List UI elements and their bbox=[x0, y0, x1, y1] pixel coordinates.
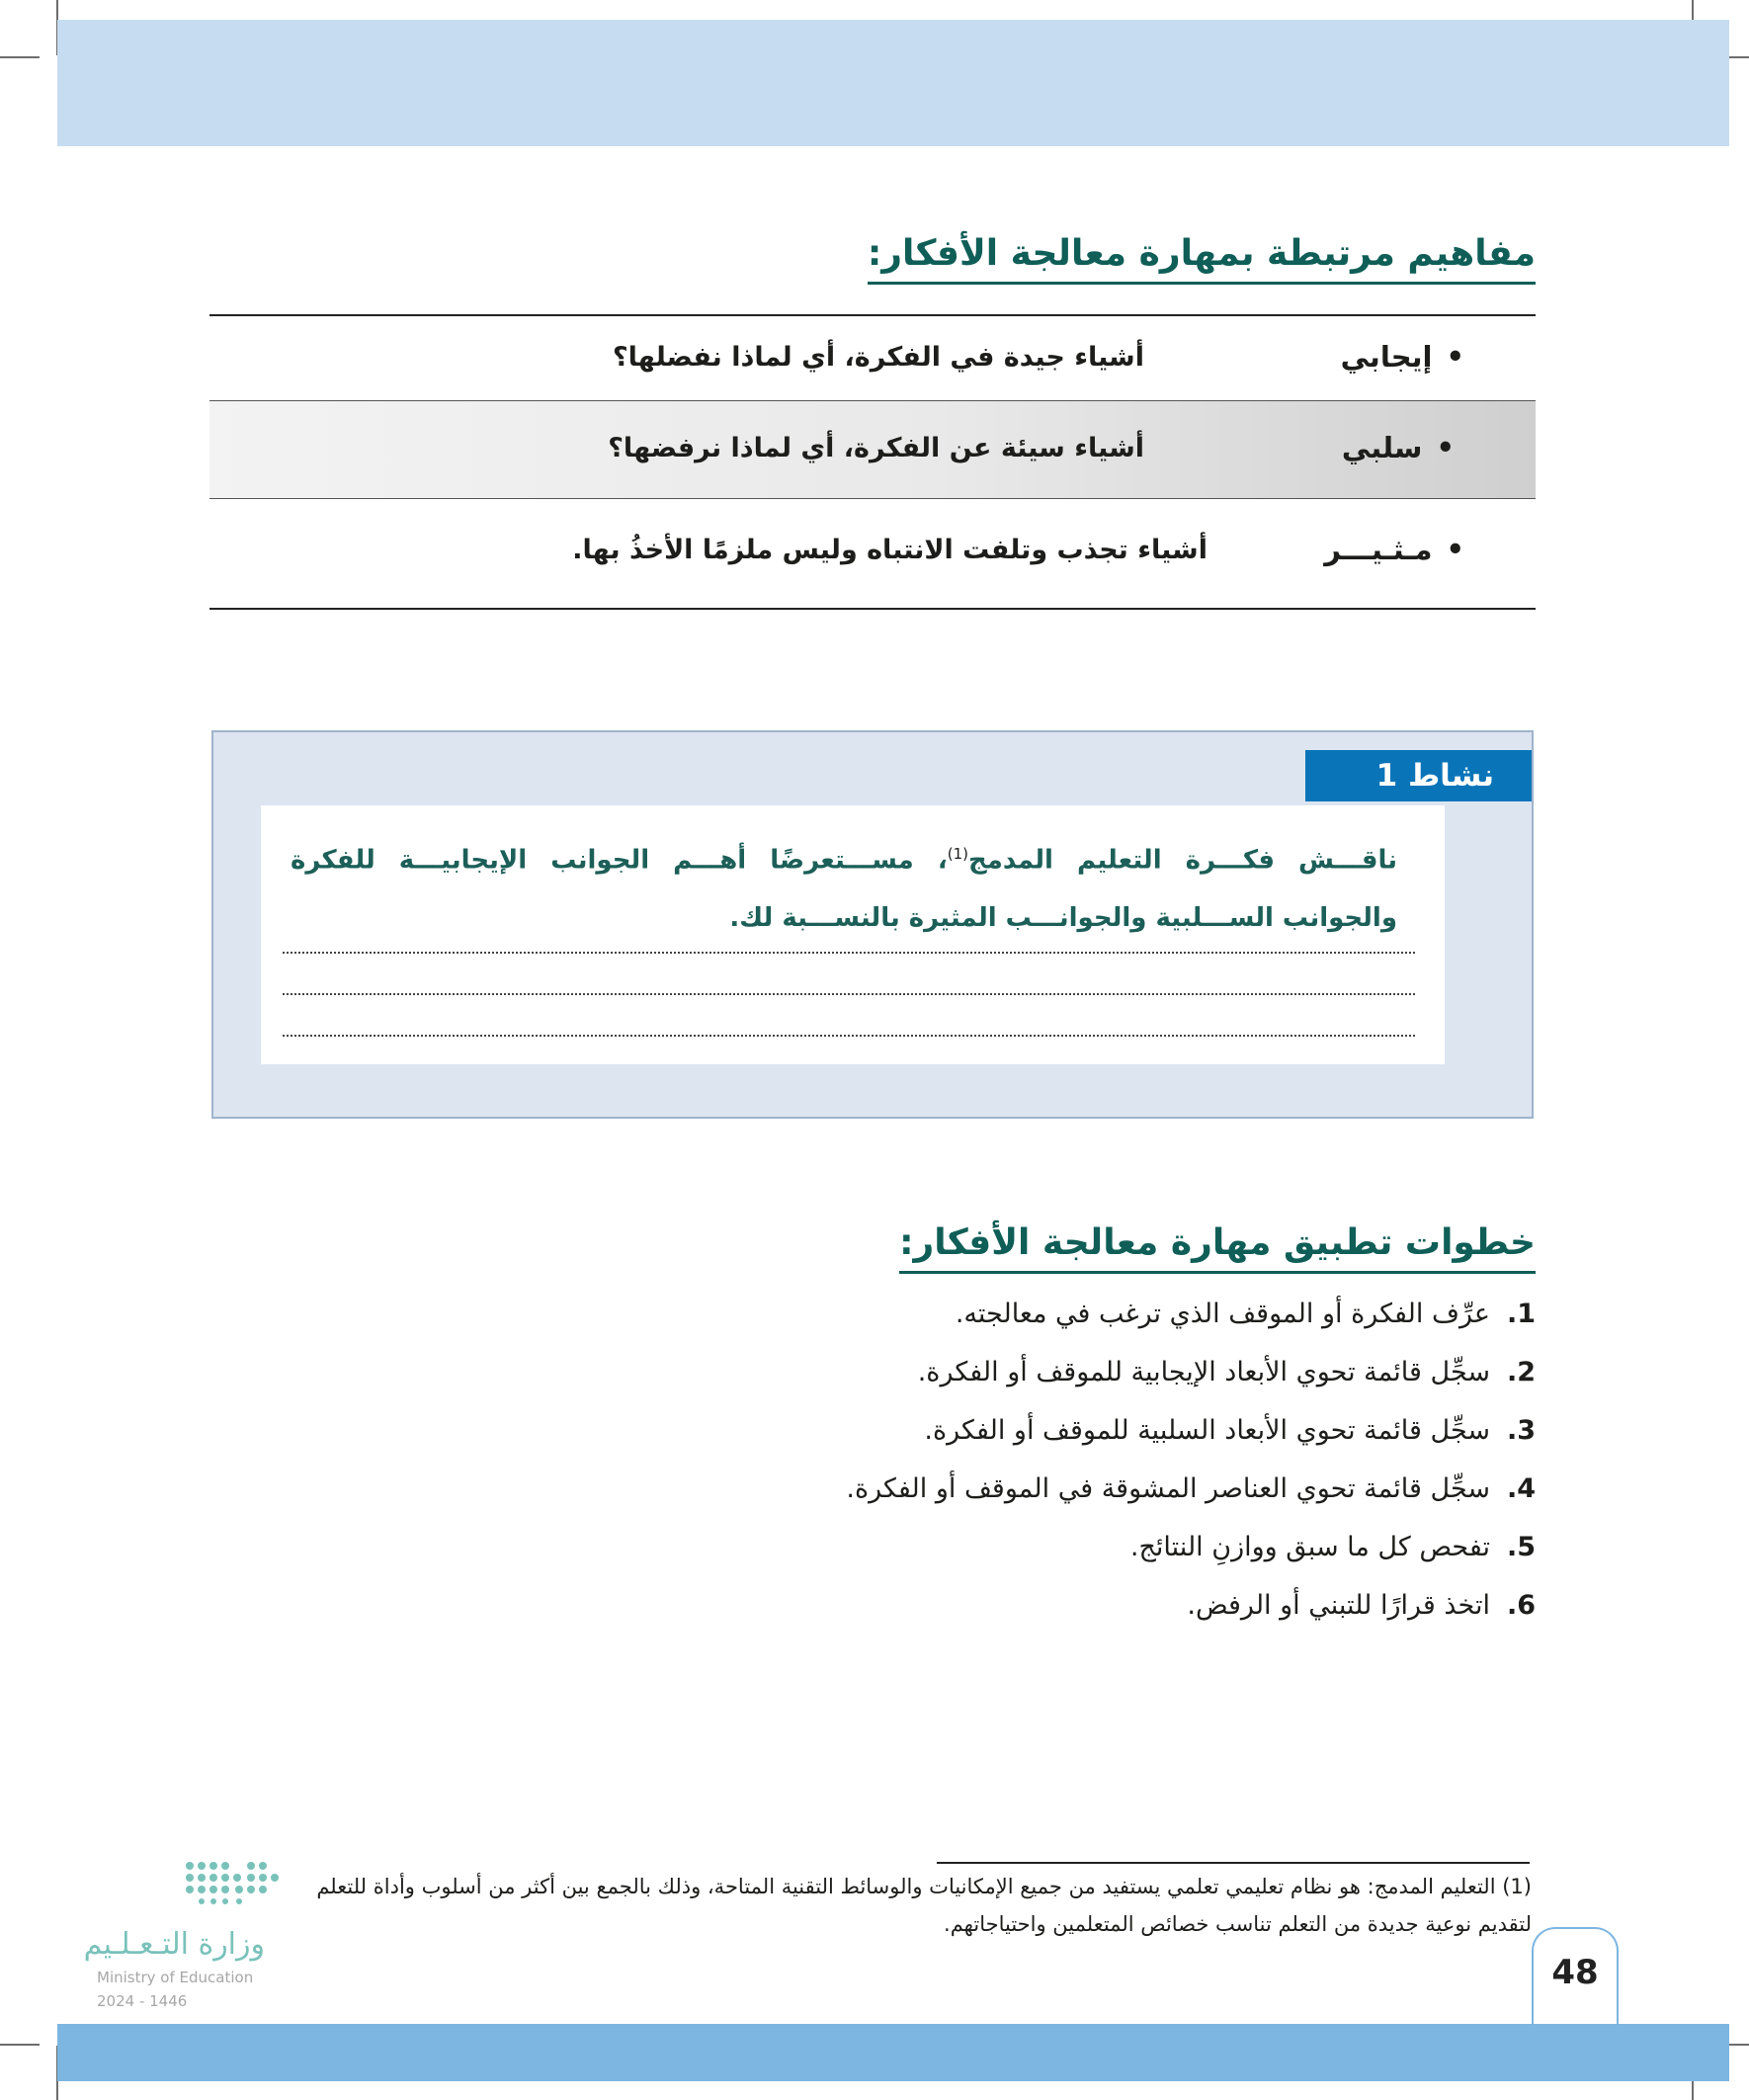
step-text: سجِّل قائمة تحوي الأبعاد الإيجابية للموقف أو الفكرة. bbox=[917, 1357, 1490, 1387]
step-text: اتخذ قرارًا للتبني أو الرفض. bbox=[1187, 1590, 1490, 1621]
concept-definition: أشياء سيئة عن الفكرة، أي لماذا نرفضها؟ bbox=[608, 433, 1144, 463]
ministry-logo bbox=[83, 1858, 294, 2016]
step-number: 6. bbox=[1506, 1590, 1536, 1621]
steps-list bbox=[547, 1285, 1536, 1635]
header-band bbox=[57, 20, 1729, 146]
bullet-icon: • bbox=[1446, 533, 1464, 566]
list-item bbox=[547, 1518, 1536, 1576]
answer-line[interactable] bbox=[283, 952, 1415, 954]
bullet-icon: • bbox=[1446, 340, 1464, 374]
footnote bbox=[168, 1868, 1532, 1943]
concept-row bbox=[209, 401, 1536, 499]
step-text: عرِّف الفكرة أو الموقف الذي ترغب في معالجته. bbox=[955, 1299, 1490, 1329]
list-item bbox=[547, 1576, 1536, 1635]
logo-arabic-name: وزارة التـعـلـيم bbox=[83, 1927, 265, 1962]
concept-definition: أشياء تجذب وتلفت الانتباه وليس ملزمًا الأخذُ بها. bbox=[572, 535, 1208, 565]
answer-line[interactable] bbox=[283, 993, 1415, 995]
footnote-ref: (1) bbox=[947, 845, 968, 863]
step-text: تفحص كل ما سبق ووازنِ النتائج. bbox=[1129, 1532, 1490, 1562]
bullet-icon: • bbox=[1436, 431, 1455, 464]
concept-row bbox=[209, 316, 1536, 401]
footnote-line: لتقديم نوعية جديدة من التعلم تناسب خصائص المتعلمين واحتياجاتهم. bbox=[944, 1912, 1532, 1936]
concept-row bbox=[209, 499, 1536, 608]
activity-answer-area bbox=[261, 805, 1445, 1064]
step-number: 2. bbox=[1506, 1357, 1536, 1387]
list-item bbox=[547, 1460, 1536, 1518]
logo-dots-icon bbox=[182, 1858, 356, 1909]
step-number: 3. bbox=[1506, 1415, 1536, 1446]
step-text: سجِّل قائمة تحوي الأبعاد السلبية للموقف أو الفكرة. bbox=[924, 1415, 1490, 1446]
crop-mark bbox=[0, 2044, 40, 2046]
footnote-line: (1) التعليم المدمج: هو نظام تعليمي تعلمي يستفيد من جميع الإمكانيات والوسائط التقنية المتاحة، وذلك بالجمع بين أكثر من أسلوب وأداة للتعلم bbox=[316, 1875, 1532, 1898]
footnote-divider bbox=[937, 1862, 1530, 1864]
crop-mark bbox=[0, 56, 40, 58]
step-text: سجِّل قائمة تحوي العناصر المشوقة في الموقف أو الفكرة. bbox=[846, 1473, 1490, 1504]
footer-band bbox=[57, 2024, 1729, 2081]
activity-box bbox=[211, 730, 1534, 1119]
activity-prompt: ناقـــش فكـــرة التعليم المدمج$^{(1)}$، مســـتعرضًا أهـــم الجوانب الإيجابيـــة للفكرة والجوانب الســـلبية والجوانـــب المثيرة بالنســـبة لك. bbox=[291, 845, 1398, 933]
concepts-table bbox=[209, 314, 1536, 610]
list-item bbox=[547, 1401, 1536, 1460]
concept-definition: أشياء جيدة في الفكرة، أي لماذا نفضلها؟ bbox=[612, 342, 1144, 373]
logo-year: 2024 - 1446 bbox=[97, 1992, 188, 2010]
section-title-concepts: مفاهيم مرتبطة بمهارة معالجة الأفكار: bbox=[868, 233, 1536, 285]
section-title-steps: خطوات تطبيق مهارة معالجة الأفكار: bbox=[899, 1222, 1536, 1274]
list-item bbox=[547, 1343, 1536, 1401]
logo-english-name: Ministry of Education bbox=[97, 1969, 254, 1986]
activity-label: نشاط 1 bbox=[1305, 750, 1532, 801]
page-number: 48 bbox=[1551, 1953, 1599, 1992]
list-item bbox=[547, 1285, 1536, 1343]
step-number: 5. bbox=[1506, 1532, 1536, 1562]
page-number-tab bbox=[1532, 1927, 1619, 2026]
step-number: 1. bbox=[1506, 1299, 1536, 1329]
concept-term: •سلبي bbox=[1341, 431, 1455, 464]
concept-term: •مـثـيـــر bbox=[1324, 533, 1464, 566]
concept-term: •إيجابي bbox=[1340, 340, 1464, 374]
step-number: 4. bbox=[1506, 1473, 1536, 1504]
answer-line[interactable] bbox=[283, 1035, 1415, 1037]
